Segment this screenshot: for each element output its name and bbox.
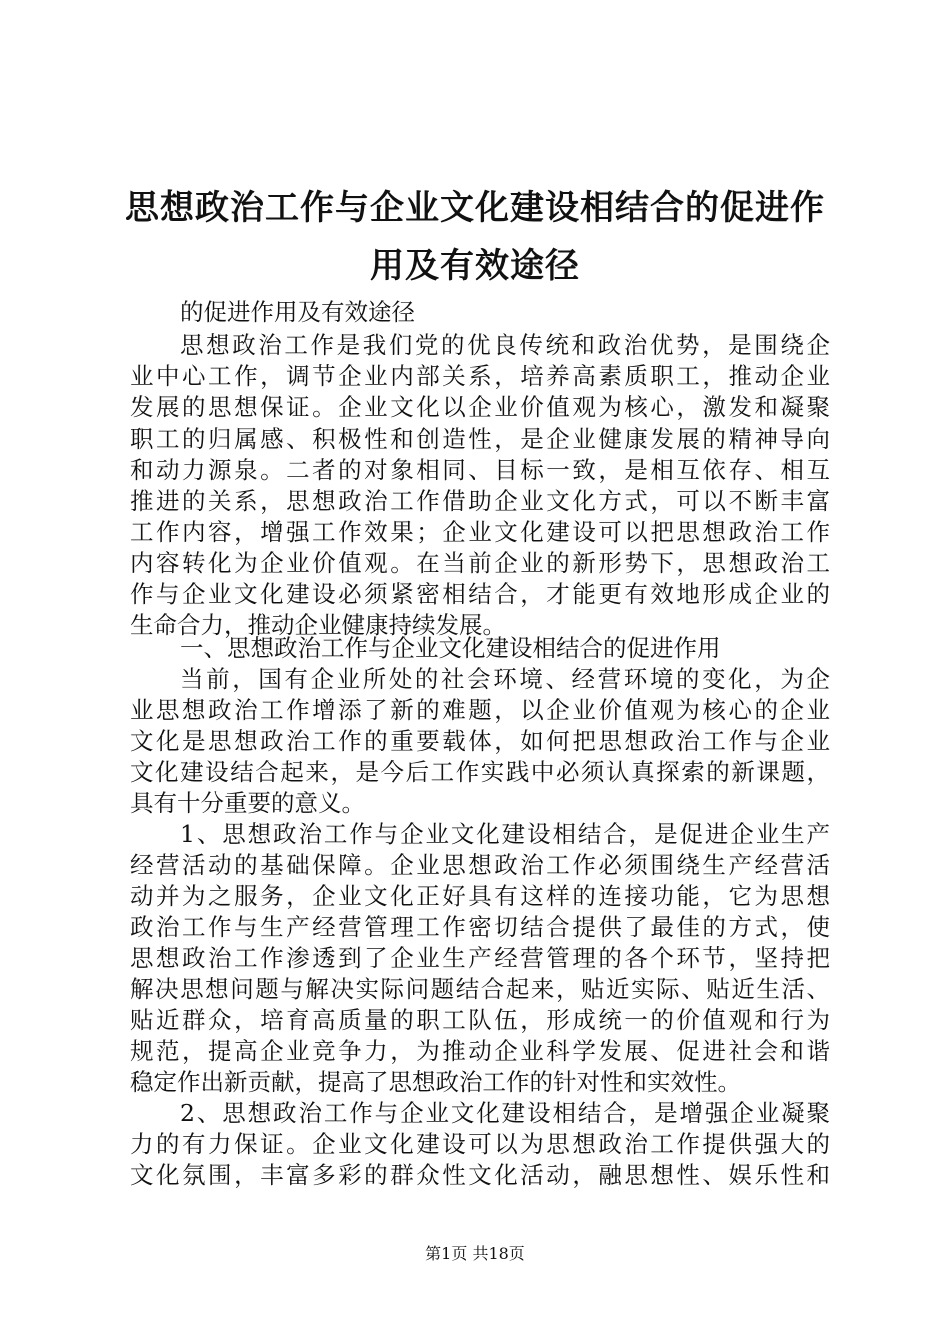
text-line: 稳定作出新贡献，提高了思想政治工作的针对性和实效性。: [130, 1068, 741, 1096]
page-number: 第1页 共18页: [425, 1244, 525, 1263]
text-line: 文化建设结合起来，是今后工作实践中必须认真探索的新课题，: [130, 758, 830, 786]
text-line: 力的有力保证。企业文化建设可以为思想政治工作提供强大的: [130, 1130, 830, 1158]
text-line: 工作内容，增强工作效果；企业文化建设可以把思想政治工作: [130, 518, 830, 546]
text-line: 文化是思想政治工作的重要载体，如何把思想政治工作与企业: [130, 727, 830, 755]
text-line: 发展的思想保证。企业文化以企业价值观为核心，激发和凝聚: [130, 393, 830, 421]
text-line: 当前，国有企业所处的社会环境、经营环境的变化，为企: [180, 665, 830, 693]
text-line: 思想政治工作渗透到了企业生产经营管理的各个环节，坚持把: [130, 944, 830, 972]
text-line: 生命合力，推动企业健康持续发展。: [130, 611, 506, 639]
text-line: 和动力源泉。二者的对象相同、目标一致，是相互依存、相互: [130, 456, 830, 484]
text-line: 规范，提高企业竞争力，为推动企业科学发展、促进社会和谐: [130, 1037, 830, 1065]
text-line: 贴近群众，培育高质量的职工队伍，形成统一的价值观和行为: [130, 1006, 830, 1034]
text-line: 作与企业文化建设必须紧密相结合，才能更有效地形成企业的: [130, 580, 830, 608]
text-line: 业中心工作，调节企业内部关系，培养高素质职工，推动企业: [130, 362, 830, 390]
text-line: 业思想政治工作增添了新的难题，以企业价值观为核心的企业: [130, 696, 830, 724]
document-title-line-1: 思想政治工作与企业文化建设相结合的促进作: [125, 188, 825, 228]
text-line: 政治工作与生产经营管理工作密切结合提供了最佳的方式，使: [130, 913, 830, 941]
text-line: 动并为之服务，企业文化正好具有这样的连接功能，它为思想: [130, 882, 830, 910]
text-line: 思想政治工作是我们党的优良传统和政治优势，是围绕企: [180, 331, 830, 359]
text-line: 具有十分重要的意义。: [130, 789, 365, 817]
text-line: 职工的归属感、积极性和创造性，是企业健康发展的精神导向: [130, 425, 830, 453]
text-line: 文化氛围，丰富多彩的群众性文化活动，融思想性、娱乐性和: [130, 1161, 830, 1189]
document-title-line-2: 用及有效途径: [370, 246, 580, 286]
text-line: 1、思想政治工作与企业文化建设相结合，是促进企业生产: [180, 820, 830, 848]
text-line: 经营活动的基础保障。企业思想政治工作必须围绕生产经营活: [130, 851, 830, 879]
text-line: 解决思想问题与解决实际问题结合起来，贴近实际、贴近生活、: [130, 975, 830, 1003]
text-line: 推进的关系，思想政治工作借助企业文化方式，可以不断丰富: [130, 487, 830, 515]
text-line: 内容转化为企业价值观。在当前企业的新形势下，思想政治工: [130, 549, 830, 577]
section-heading: 一、思想政治工作与企业文化建设相结合的促进作用: [180, 634, 721, 662]
text-line: 2、思想政治工作与企业文化建设相结合，是增强企业凝聚: [180, 1099, 830, 1127]
text-line: 的促进作用及有效途径: [180, 298, 415, 326]
